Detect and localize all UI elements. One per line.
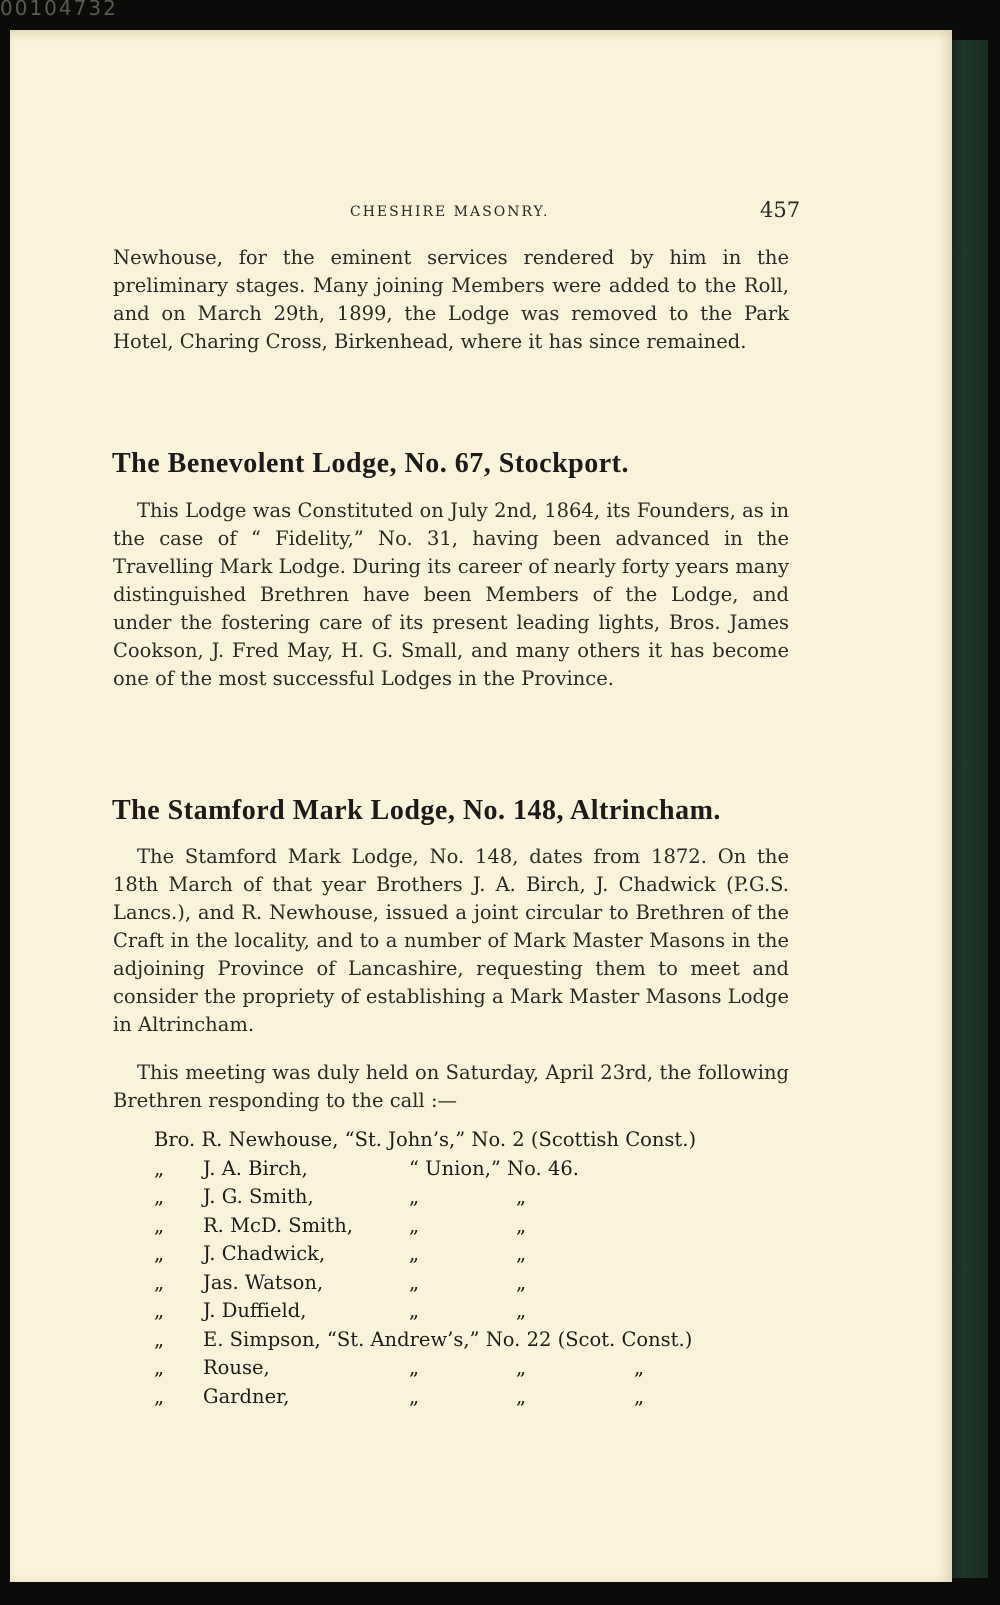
page-number: 457 [760,198,801,222]
list-item [154,1185,814,1214]
ditto-mark: „ [154,1185,165,1208]
ditto-mark: „ [154,1327,165,1351]
brother-name: Rouse, [203,1356,270,1379]
list-item [154,1385,814,1414]
lodge-name: „ [409,1299,420,1322]
lodge-name: „ [409,1270,420,1294]
brother-name: E. Simpson, “St. Andrew’s,” No. 22 (Scot. Const.) [203,1327,693,1351]
ditto-mark: „ [154,1242,165,1265]
lodge-name: „ [409,1356,420,1379]
book-page [10,30,952,1582]
page-header [10,198,952,238]
scan-code: 00104732 [0,0,118,20]
ditto-mark: „ [154,1356,165,1379]
ditto-mark: „ [154,1156,165,1180]
lodge-number: „ [516,1299,527,1322]
list-item [154,1271,814,1300]
lodge-name: „ [409,1384,420,1408]
list-item [154,1328,814,1357]
lodge-number: „ [516,1242,527,1265]
stamford-paragraph-2: This meeting was duly held on Saturday, April 23rd, the following Brethren responding to the call :— [113,1061,789,1112]
running-title: CHESHIRE MASONRY. [350,204,550,220]
lodge-number: „ [516,1213,527,1237]
section-heading-benevolent: The Benevolent Lodge, No. 67, Stockport. [112,448,629,479]
list-item [154,1356,814,1385]
list-item [154,1157,814,1186]
ditto-mark: „ [154,1270,165,1294]
list-first-line: Bro. R. Newhouse, “St. John’s,” No. 2 (Scottish Const.) [154,1128,697,1151]
constitution: „ [634,1356,645,1379]
lodge-number: „ [516,1356,527,1379]
list-item [154,1299,814,1328]
lodge-number: „ [516,1185,527,1208]
lodge-name: „ [409,1242,420,1265]
brother-name: Gardner, [203,1384,290,1408]
stamford-paragraph-1: The Stamford Mark Lodge, No. 148, dates from 1872. On the 18th March of that year Brothers J. A. Birch, J. Chadwick (P.G.S. Lancs.), and R. Newhouse, issued a joint circular to Brethren of the Craft in the locality, and to a number of Mark Master Masons in the adjoining Province of Lancashire, requesting them to meet and consider the propriety of establishing a Mark Master Masons Lodge in Altrincham. [113,845,789,1036]
constitution: „ [634,1384,645,1408]
intro-paragraph: Newhouse, for the eminent services rendered by him in the preliminary stages. Many joining Members were added to the Roll, and on March 29th, 1899, the Lodge was removed to the Park Hotel, Charing Cross, Birkenhead, where it has since remained. [113,246,789,353]
ditto-mark: „ [154,1384,165,1408]
brother-name: J. G. Smith, [203,1185,314,1208]
benevolent-paragraph: This Lodge was Constituted on July 2nd, 1864, its Founders, as in the case of “ Fidelity,” No. 31, having been advanced in the Travelling Mark Lodge. During its career of nearly forty years many distinguished Brethren have been Members of the Lodge, and under the fostering care of its present leading lights, Bros. James Cookson, J. Fred May, H. G. Small, and many others it has become one of the most successful Lodges in the Province. [113,499,789,690]
brother-name: R. McD. Smith, [203,1213,353,1237]
lodge-name: „ [409,1213,420,1237]
list-item [154,1214,814,1243]
brother-name: Jas. Watson, [203,1270,324,1294]
lodge-name: “ Union,” No. 46. [409,1156,579,1180]
ditto-mark: „ [154,1299,165,1322]
brother-name: J. Duffield, [203,1299,307,1322]
list-item [154,1128,814,1157]
section-heading-stamford: The Stamford Mark Lodge, No. 148, Altrincham. [112,795,721,826]
ditto-mark: „ [154,1213,165,1237]
lodge-number: „ [516,1270,527,1294]
brother-name: J. A. Birch, [203,1156,308,1180]
brethren-list [154,1128,814,1413]
lodge-number: „ [516,1384,527,1408]
list-item [154,1242,814,1271]
lodge-name: „ [409,1185,420,1208]
binding-edge [948,40,988,1578]
brother-name: J. Chadwick, [203,1242,326,1265]
